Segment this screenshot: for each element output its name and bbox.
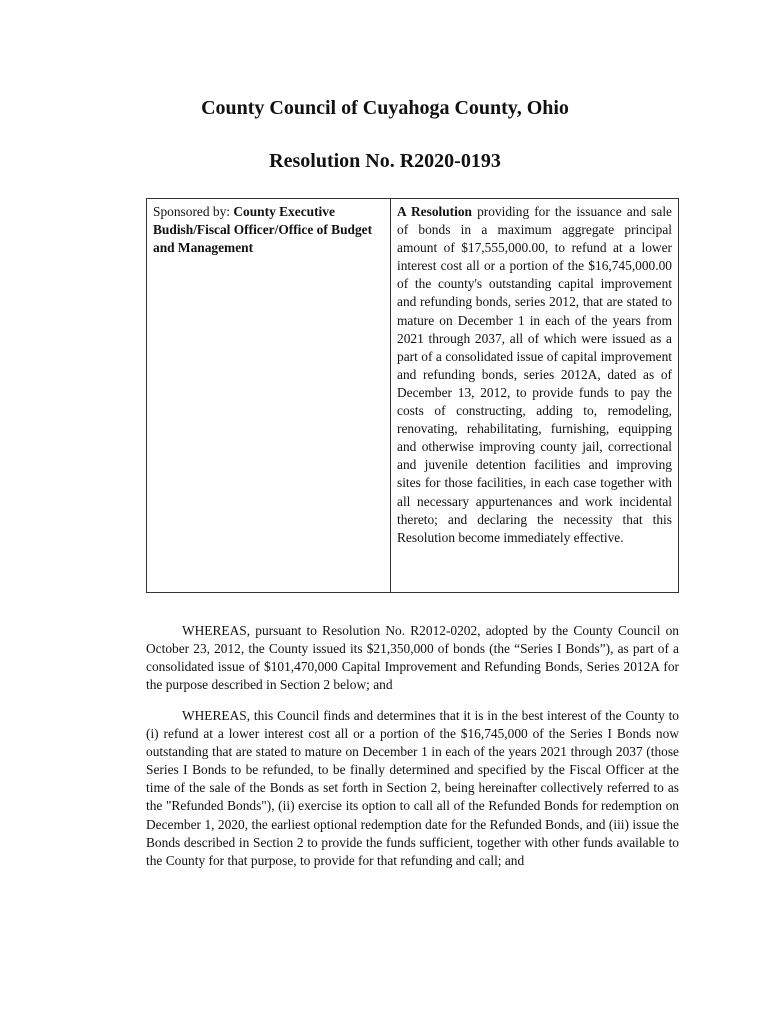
council-heading: County Council of Cuyahoga County, Ohio (201, 97, 569, 119)
description-lead: A Resolution (397, 204, 473, 219)
whereas-paragraph-1: WHEREAS, pursuant to Resolution No. R2012-0202, adopted by the County Council on October 23, 2012, the County issued its $21,350,000 of bonds (the “Series I Bonds”), as part of a consolidated issue of $101,470,000 Capital Improvement and Refunding Bonds, Series 2012A for the purpose described in Section 2 below; and (146, 623, 679, 693)
sponsor-description-table (146, 198, 679, 593)
description-text: providing for the issuance and sale of bonds in a maximum aggregate principal amount of $17,555,000.00, to refund at a lower interest cost all or a portion of the $16,745,000.00 of the county's outstanding capital improvement and refunding bonds, series 2012, that are stated to mature on December 1 in each of the years from 2021 through 2037, all of which were issued as a part of a consolidated issue of capital improvement and refunding bonds, series 2012A, dated as of December 13, 2012, to provide funds to pay the costs of constructing, adding to, remodeling, renovating, rehabilitating, furnishing, equipping and otherwise improving county jail, correctional and juvenile detention facilities and improving sites for those facilities, in each case together with all necessary appurtenances and work incidental thereto; and declaring the necessity that this Resolution become immediately effective. (397, 204, 672, 545)
resolution-number: Resolution No. R2020-0193 (269, 150, 501, 172)
sponsor-names: County Executive Budish/Fiscal Officer/Office of Budget and Management (153, 204, 373, 255)
resolution-description-cell (391, 199, 678, 592)
sponsor-prefix: Sponsored by: (153, 204, 234, 219)
sponsor-cell (147, 199, 391, 592)
whereas-paragraph-2: WHEREAS, this Council finds and determines that it is in the best interest of the County to (i) refund at a lower interest cost all or a portion of the $16,745,000 of the Series I Bonds now outstanding that are stated to mature on December 1 in each of the years 2021 through 2037 (those Series I Bonds to be refunded, to be finally determined and specified by the Fiscal Officer at the time of the sale of the Bonds as set forth in Section 2, being hereinafter collectively referred to as the "Refunded Bonds"), (ii) exercise its option to call all of the Refunded Bonds for redemption on December 1, 2020, the earliest optional redemption date for the Refunded Bonds, and (iii) issue the Bonds described in Section 2 to provide the funds sufficient, together with other funds available to the County for that purpose, to provide for that refunding and call; and (146, 708, 679, 868)
